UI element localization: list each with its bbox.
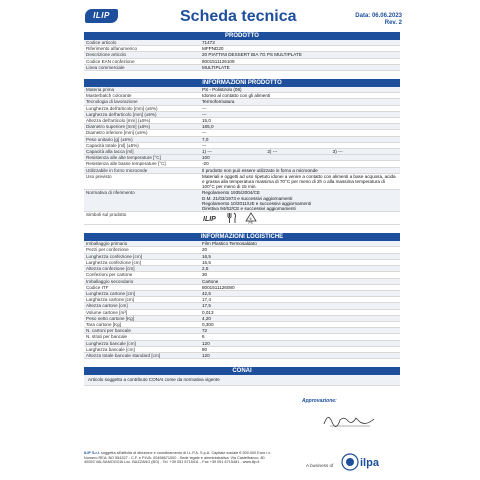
row-key: Pezzi per confezione xyxy=(84,247,200,253)
row-key: Larghezza bancale [cm] xyxy=(84,346,200,352)
row-key: Altezza dell'articolo [mm] (±5%) xyxy=(84,118,200,124)
row-key: Linea commerciale xyxy=(84,64,200,70)
row-value: --- xyxy=(200,111,400,117)
row-key: Altezza confezione [cm] xyxy=(84,266,200,272)
ps-code: 6 xyxy=(249,216,252,222)
row-value: 30 xyxy=(200,272,400,278)
row-value: -20 xyxy=(200,161,400,167)
row-value: 8001511126080 xyxy=(200,284,400,290)
section-header-prodotto: PRODOTTO xyxy=(84,32,400,40)
row-key: Diametro inferiore [mm] (±5%) xyxy=(84,130,200,136)
row-value: 20 PIATTINI DESSERT BIA 7G PS MULTIPLATE xyxy=(200,52,400,58)
row-key: Lunghezza bancale [cm] xyxy=(84,340,200,346)
row-key: Descrizione articolo xyxy=(84,52,200,58)
info-prodotto-table xyxy=(84,87,400,225)
spacer xyxy=(84,225,400,233)
row-value: MFPND20 xyxy=(200,46,400,52)
business-of-label: A business of xyxy=(306,463,334,468)
ps-label: PS xyxy=(248,221,253,225)
row-value: 8001511126109 xyxy=(200,58,400,64)
row-value: 2,5 xyxy=(200,266,400,272)
row-key: Capacità totale [ml] (±5%) xyxy=(84,142,200,148)
row-key: Diametro superiore [mm] (±5%) xyxy=(84,124,200,130)
spacer xyxy=(84,71,400,79)
row-key: Codice articolo xyxy=(84,40,200,46)
row-key: Altezza cartone [cm] xyxy=(84,303,200,309)
row-value: 17,5 xyxy=(200,303,400,309)
product-symbols xyxy=(202,212,398,224)
sheet-content xyxy=(84,32,400,386)
row-value: 100 xyxy=(200,155,400,161)
row-value: 42,5 xyxy=(200,290,400,296)
capacity-3: 3) --- xyxy=(332,149,343,155)
row-value: Cartone xyxy=(200,278,400,284)
row-key: Peso unitario [g] (±5%) xyxy=(84,136,200,142)
row-key: Normativa di riferimento xyxy=(84,190,200,212)
row-key: Lunghezza cartone [cm] xyxy=(84,290,200,296)
row-key: Simboli sul prodotto xyxy=(84,212,200,225)
row-key: Riferimento alfanumerico xyxy=(84,46,200,52)
row-value: 0,013 xyxy=(200,309,400,315)
row-value: 4,20 xyxy=(200,315,400,321)
row-value: 0,300 xyxy=(200,321,400,327)
normativa-line: Regolamento 10/2011/UE e successivi aggiornamenti xyxy=(202,200,311,206)
row-key: Larghezza dell'articolo [mm] (±5%) xyxy=(84,111,200,117)
row-key: Resistenza alle alte temperature [°C] xyxy=(84,155,200,161)
approval-label: Approvazione: xyxy=(302,398,337,404)
info-logistiche-table xyxy=(84,241,400,359)
company-footer xyxy=(84,451,294,465)
row-key: Imballaggio primario xyxy=(84,241,200,247)
table-row xyxy=(84,212,400,225)
document-revision: Rev. 2 xyxy=(384,20,402,26)
row-value: PS - Polistirolo (06) xyxy=(200,87,400,93)
row-value: 16,5 xyxy=(200,259,400,265)
row-key: Volume cartone [m³] xyxy=(84,309,200,315)
row-value: --- xyxy=(200,105,400,111)
row-key: Imballaggio secondario xyxy=(84,278,200,284)
row-key: Confezioni per cartone xyxy=(84,272,200,278)
row-value: --- xyxy=(200,142,400,148)
capacity-1: 1) --- xyxy=(202,149,212,155)
row-key: Masterbatch colorante xyxy=(84,93,200,99)
ilip-logo: ILIP xyxy=(85,9,118,23)
footer-line-1: soggetta all'attività di direzione e coordinamento di I.L.P.A. S.p.A. Capitale sociale € 500.000 Euro i.v. xyxy=(101,451,271,455)
recycling-ps-icon xyxy=(244,212,258,224)
document-date: Data: 06.06.2023 xyxy=(355,13,402,19)
row-key: Codice ITF xyxy=(84,284,200,290)
row-value: MULTIPLATE xyxy=(200,64,400,70)
row-key: Codice EAN confezione xyxy=(84,58,200,64)
table-row xyxy=(84,64,400,70)
row-value: 165,0 xyxy=(200,124,400,130)
row-value: 15,0 xyxy=(200,118,400,124)
ilip-mark-icon xyxy=(202,213,220,223)
normativa-line: Direttiva 94/62/CE e successivi aggiornamenti xyxy=(202,206,296,212)
row-value: 7,0 xyxy=(200,136,400,142)
row-key: N. cartoni per bancale xyxy=(84,328,200,334)
row-value: 80 xyxy=(200,346,400,352)
row-value xyxy=(200,190,400,212)
row-key: N. strati per bancale xyxy=(84,334,200,340)
row-value: 71473 xyxy=(200,40,400,46)
ilpa-group-logo xyxy=(336,452,396,472)
row-value: Il prodotto non può essere utilizzato in forno a microonde xyxy=(200,167,400,173)
footer-line-2: Numero REA: BO 554327 - C.F. e P.IVA: 00498671000 - Sede legale e amministrativa: Via Castelfranco, 80 xyxy=(84,455,265,460)
prodotto-table xyxy=(84,40,400,71)
capacity-2: 2) --- xyxy=(267,149,278,155)
conai-note: Articolo soggetto a contributo CONAI come da normativa vigente xyxy=(84,375,400,386)
section-header-info-prodotto: INFORMAZIONI PRODOTTO xyxy=(84,79,400,87)
row-value xyxy=(200,149,400,155)
group-logo-text: ilpa xyxy=(360,457,379,469)
row-key: Peso netto cartone [Kg] xyxy=(84,315,200,321)
row-value: Termoformatura xyxy=(200,99,400,105)
row-value: 6 xyxy=(200,334,400,340)
row-key: Tara cartone [Kg] xyxy=(84,321,200,327)
footer-line-3: 40053 VALSAMOGGIA Loc. BAZZANO (BO) - Tel. +39 051 6715411 - Fax +39 051 6715481 - www.ilip.it xyxy=(84,460,260,465)
row-key: Tecnologia di lavorazione xyxy=(84,99,200,105)
row-value: 17,4 xyxy=(200,297,400,303)
row-key: Utilizzabile in forno microonde xyxy=(84,167,200,173)
row-key: Uso previsto xyxy=(84,173,200,190)
normativa-line: D.M. 21/03/1973 e successivi aggiornamenti xyxy=(202,195,293,201)
row-key: Materia prima xyxy=(84,87,200,93)
svg-text:ILIP: ILIP xyxy=(203,216,216,224)
section-header-info-logistiche: INFORMAZIONI LOGISTICHE xyxy=(84,233,400,241)
row-value: Materiali e oggetti ad uso ripetuto idonei a venire a contatto con alimenti a base acquosa, acida e grassa alla temperatura massima di 70°C per meno di 2h o alla massima temperatura di 100°C per meno di 15 min. xyxy=(200,173,400,190)
footer-company: ILIP S.r.l. xyxy=(84,451,100,455)
row-key: Resistenza alle basse temperature [°C] xyxy=(84,161,200,167)
row-value xyxy=(200,212,400,225)
food-contact-icon xyxy=(226,212,238,224)
row-value: Film Plastico Termosaldato xyxy=(200,241,400,247)
table-row xyxy=(84,352,400,358)
row-value: 120 xyxy=(200,340,400,346)
spacer xyxy=(84,359,400,367)
table-row xyxy=(84,149,400,155)
signature-image xyxy=(320,406,380,430)
table-row xyxy=(84,173,400,190)
row-key: Altezza totale bancale standard [cm] xyxy=(84,352,200,358)
row-value: Idoneo al contatto con gli alimenti xyxy=(200,93,400,99)
normativa-line: Regolamento 1935/2004/CE xyxy=(202,190,260,196)
row-key: Lunghezza dell'articolo [mm] (±5%) xyxy=(84,105,200,111)
table-row xyxy=(84,190,400,212)
page-title: Scheda tecnica xyxy=(180,8,297,25)
row-key: Capacità alla tacca [ml] xyxy=(84,149,200,155)
row-value: --- xyxy=(200,130,400,136)
row-key: Lunghezza confezione [cm] xyxy=(84,253,200,259)
row-value: 72 xyxy=(200,328,400,334)
row-key: Larghezza confezione [cm] xyxy=(84,259,200,265)
section-header-conai: CONAI xyxy=(84,367,400,375)
row-value: 20 xyxy=(200,247,400,253)
row-value: 120 xyxy=(200,352,400,358)
row-key: Larghezza cartone [cm] xyxy=(84,297,200,303)
row-value: 16,5 xyxy=(200,253,400,259)
